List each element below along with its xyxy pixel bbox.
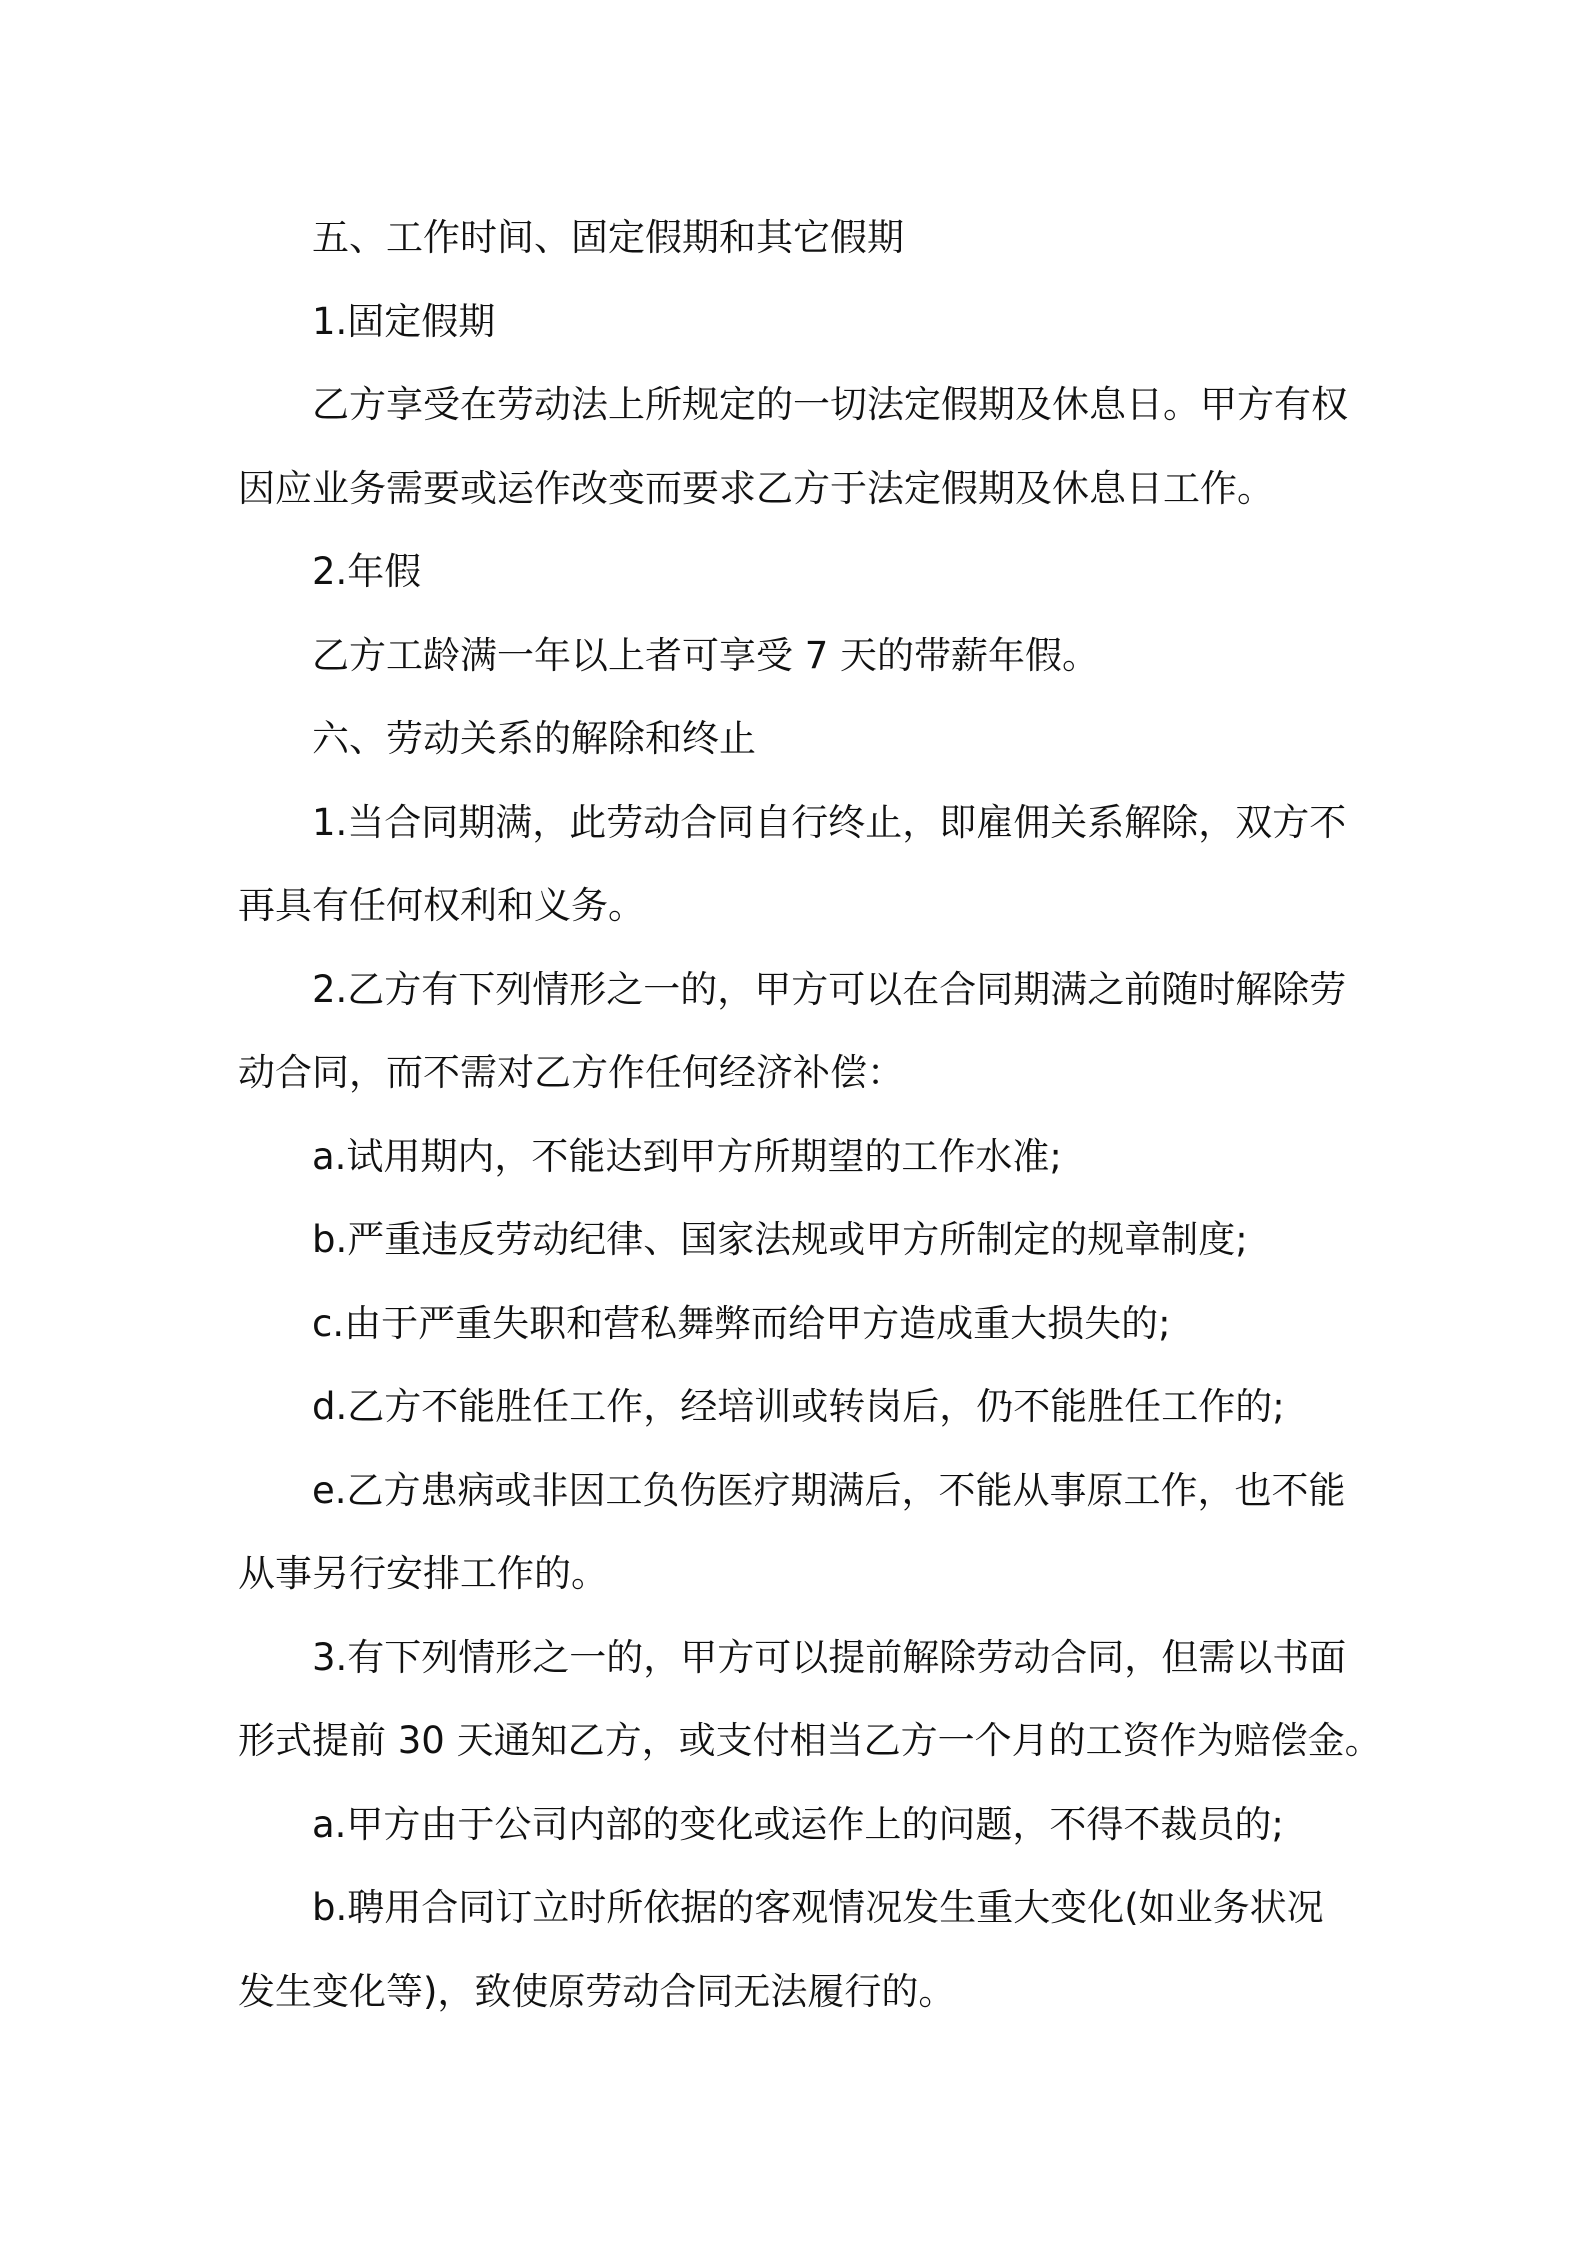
clause-2-item-b [238, 1198, 1363, 1282]
text-line: 形式提前 30 天通知乙方，或支付相当乙方一个月的工资作为赔偿金。 [238, 1719, 1382, 1762]
clause-2-item-c [238, 1282, 1363, 1366]
clause-2-item-e [238, 1449, 1363, 1616]
text-line: d.乙方不能胜任工作，经培训或转岗后，仍不能胜任工作的; [312, 1385, 1285, 1428]
clause-2-item-a [238, 1115, 1363, 1199]
text-line: c.由于严重失职和营私舞弊而给甲方造成重大损失的; [312, 1301, 1171, 1345]
text-line: 六、劳动关系的解除和终止 [312, 717, 756, 760]
text-line: b.聘用合同订立时所依据的客观情况发生重大变化(如业务状况 [312, 1886, 1324, 1929]
paragraph-statutory-holidays [238, 363, 1363, 530]
subheading-annual-leave [238, 530, 1363, 614]
text-line: 从事另行安排工作的。 [238, 1552, 608, 1595]
subheading-fixed-holidays [238, 280, 1363, 364]
text-line: 2.年假 [312, 550, 422, 593]
text-line: 1.固定假期 [312, 299, 496, 343]
text-line: 动合同，而不需对乙方作任何经济补偿： [238, 1051, 904, 1094]
text-line: e.乙方患病或非因工负伤医疗期满后，不能从事原工作，也不能 [312, 1468, 1346, 1512]
clause-2-item-d [238, 1365, 1363, 1449]
document-body [238, 196, 1382, 2033]
text-line: 乙方工龄满一年以上者可享受 7 天的带薪年假。 [312, 633, 1100, 677]
clause-3-item-a [238, 1783, 1363, 1867]
clause-1 [238, 781, 1363, 948]
paragraph-annual-leave [238, 614, 1363, 698]
clause-2 [238, 948, 1363, 1115]
text-line: 再具有任何权利和义务。 [238, 884, 645, 927]
section-heading-5 [238, 196, 1363, 280]
text-line: b.严重违反劳动纪律、国家法规或甲方所制定的规章制度; [312, 1218, 1248, 1261]
text-line: 五、工作时间、固定假期和其它假期 [312, 216, 904, 259]
text-line: a.甲方由于公司内部的变化或运作上的问题，不得不裁员的; [312, 1802, 1284, 1846]
text-line: 乙方享受在劳动法上所规定的一切法定假期及休息日。甲方有权 [312, 383, 1348, 426]
clause-3-item-b [238, 1866, 1363, 2033]
text-line: 2.乙方有下列情形之一的，甲方可以在合同期满之前随时解除劳 [312, 967, 1347, 1011]
clause-3 [238, 1616, 1382, 1783]
text-line: 1.当合同期满，此劳动合同自行终止，即雇佣关系解除，双方不 [312, 800, 1347, 844]
text-line: a.试用期内，不能达到甲方所期望的工作水准; [312, 1134, 1062, 1178]
text-line: 因应业务需要或运作改变而要求乙方于法定假期及休息日工作。 [238, 466, 1274, 510]
text-line: 发生变化等)，致使原劳动合同无法履行的。 [238, 1969, 956, 2013]
text-line: 3.有下列情形之一的，甲方可以提前解除劳动合同，但需以书面 [312, 1635, 1347, 1679]
section-heading-6 [238, 697, 1363, 781]
